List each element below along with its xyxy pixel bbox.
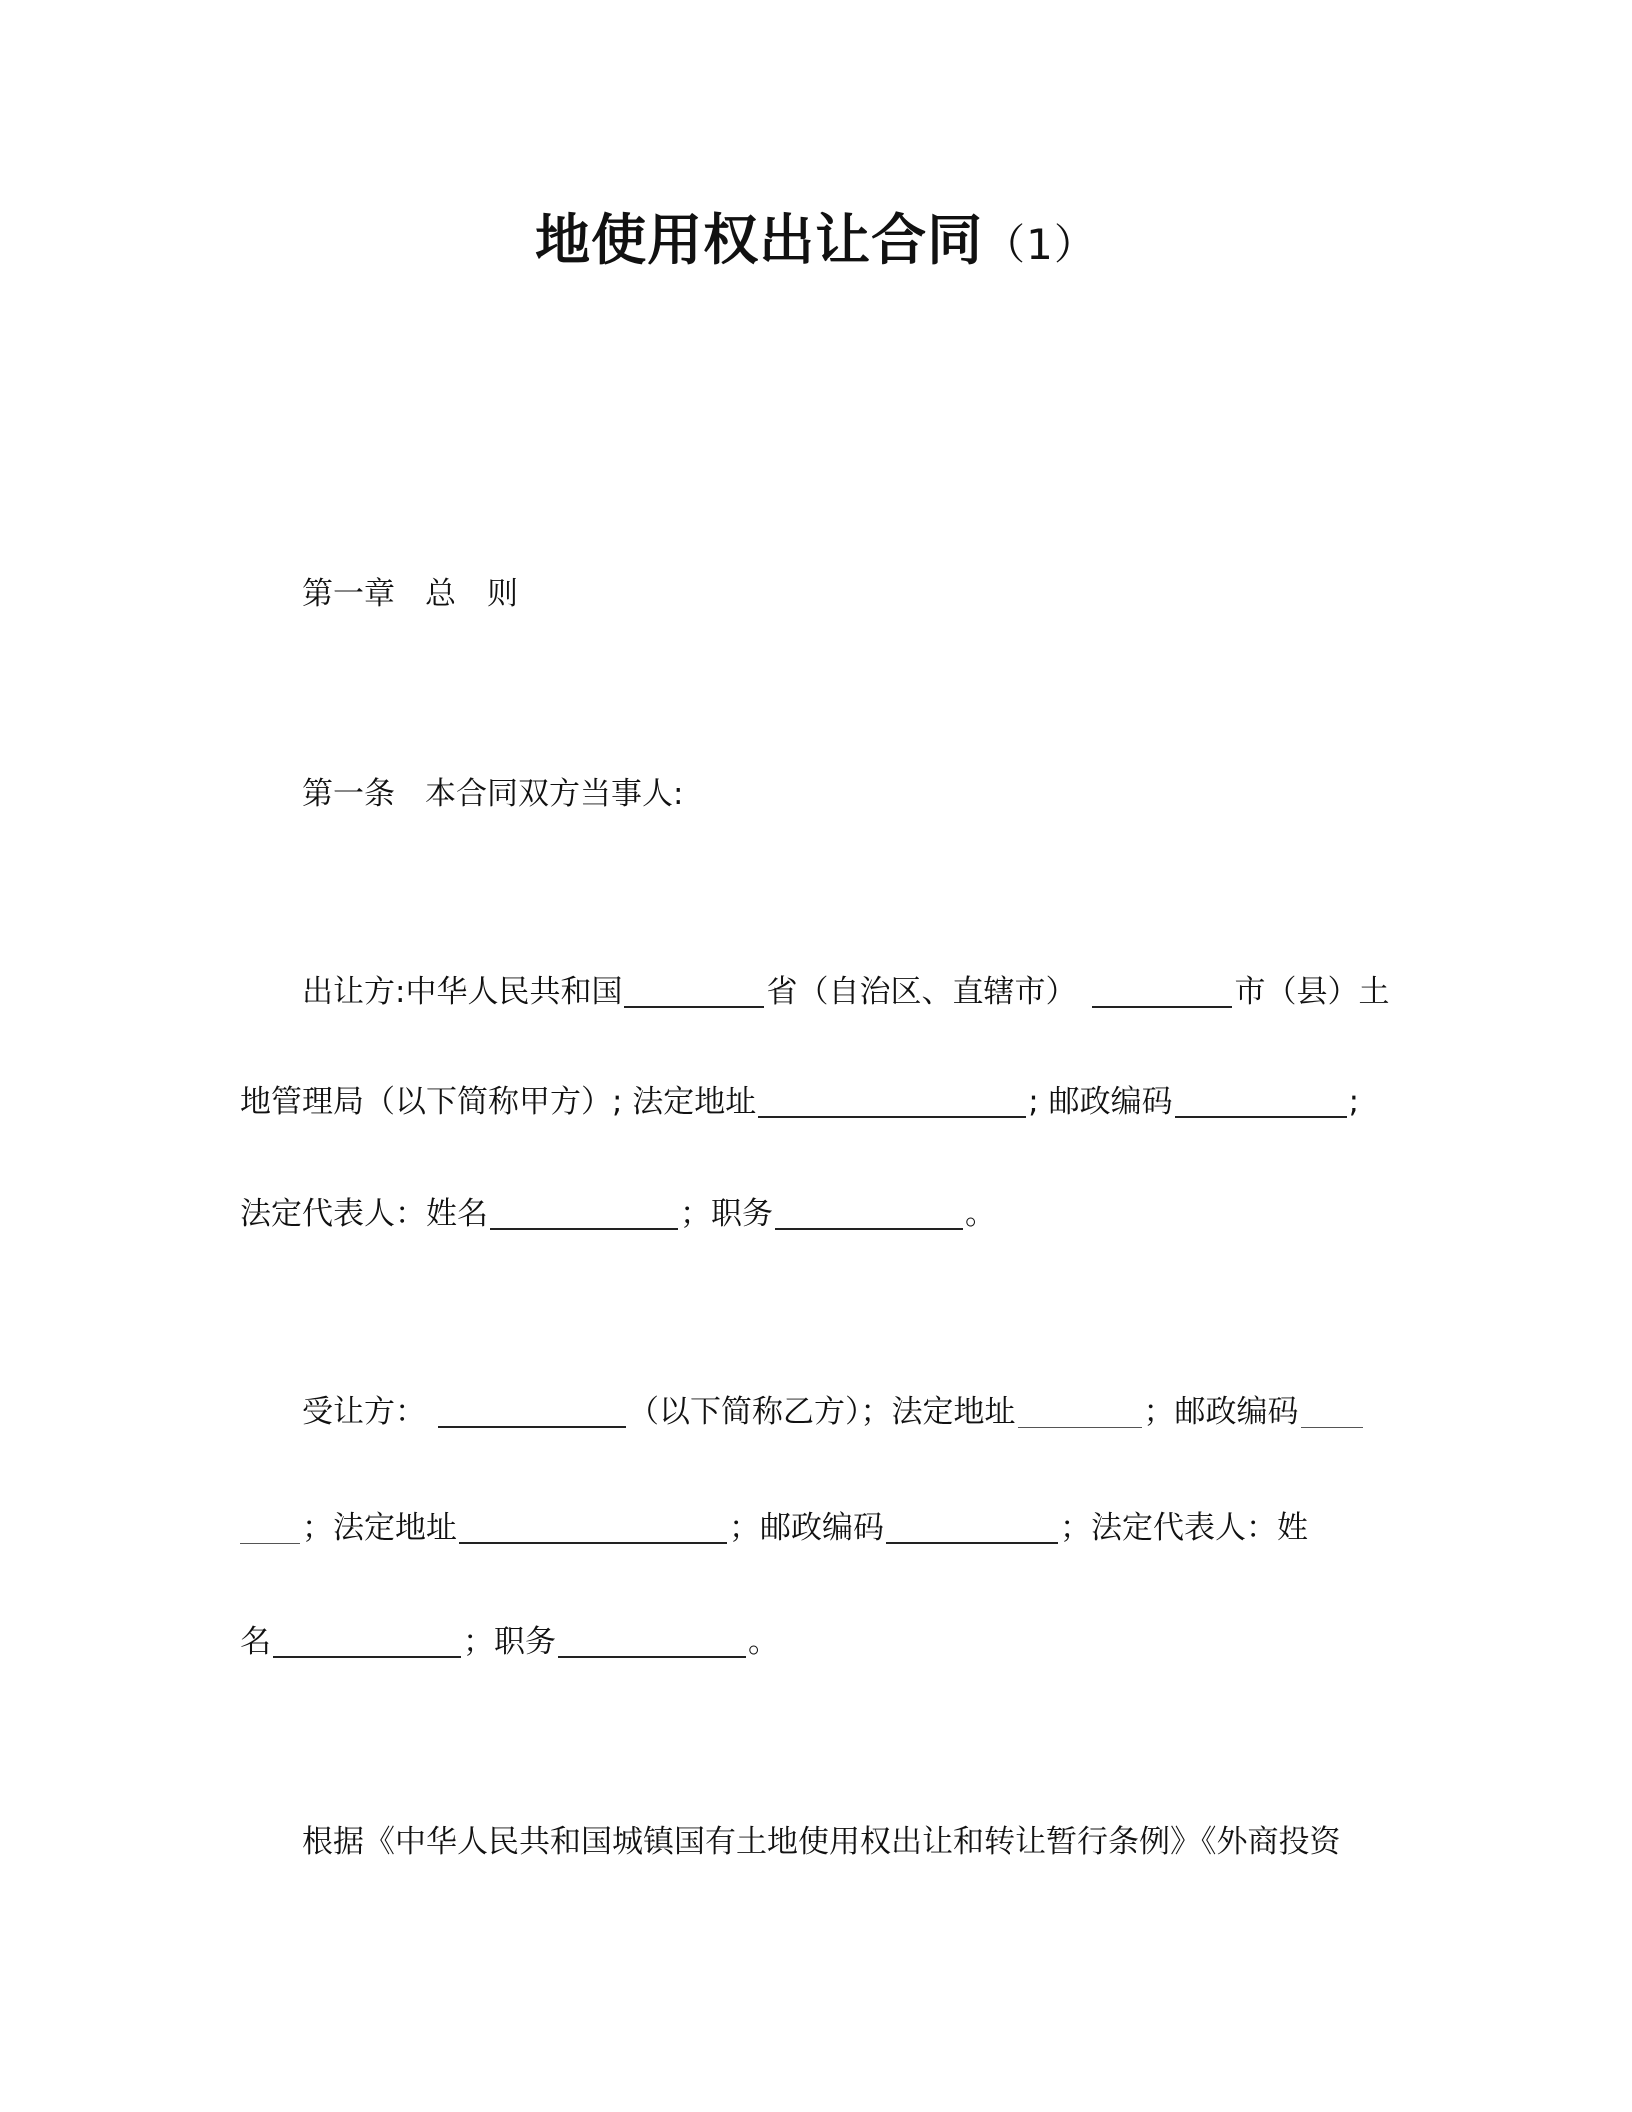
chapter-heading	[302, 568, 518, 613]
grantor-line-2-end: ;	[1348, 1084, 1360, 1120]
grantee-rep-label: ；法定代表人：姓	[1060, 1510, 1308, 1546]
grantor-address-label: 地管理局（以下简称甲方）; 法定地址	[240, 1084, 757, 1120]
grantee-line-3-end: 。	[748, 1624, 779, 1660]
province-suffix: 省（自治区、直辖市）	[766, 974, 1077, 1010]
grantee-name-blank[interactable]	[438, 1395, 626, 1428]
grantor-line-2	[240, 1076, 1359, 1121]
grantee-rep-title-label: ；职务	[463, 1624, 556, 1660]
grantee-line-3	[240, 1616, 779, 1661]
grantor-label: 出让方:中华人民共和国	[302, 974, 623, 1010]
grantee-label: 受让方：	[302, 1394, 426, 1430]
grantor-postcode-label: ; 邮政编码	[1028, 1084, 1173, 1120]
grantee-address-2-blank[interactable]	[459, 1511, 727, 1544]
grantee-line-1	[302, 1386, 1365, 1431]
grantee-address-blank[interactable]	[1018, 1396, 1142, 1428]
grantor-line-3	[240, 1188, 996, 1233]
province-blank[interactable]	[624, 975, 764, 1008]
grantee-postcode-blank[interactable]	[1301, 1396, 1363, 1428]
basis-paragraph	[302, 1816, 1341, 1861]
basis-text: 根据《中华人民共和国城镇国有土地使用权出让和转让暂行条例》《外商投资	[302, 1824, 1341, 1860]
grantee-rep-title-blank[interactable]	[558, 1625, 746, 1658]
grantee-postcode-2-label: ；邮政编码	[729, 1510, 884, 1546]
grantor-rep-title-blank[interactable]	[775, 1197, 963, 1230]
grantee-line-2	[240, 1502, 1308, 1547]
grantee-rep-name-blank[interactable]	[273, 1625, 461, 1658]
chapter-name: 总 则	[425, 576, 518, 612]
grantor-line-1	[302, 966, 1389, 1011]
grantor-rep-name-blank[interactable]	[490, 1197, 678, 1230]
title-main: 地使用权出让合同	[535, 208, 984, 272]
city-suffix: 市（县）土	[1234, 974, 1390, 1010]
grantee-address-label: （以下简称乙方）；法定地址	[628, 1394, 1016, 1430]
grantor-rep-name-label: 法定代表人：姓名	[240, 1196, 488, 1232]
grantor-postcode-blank[interactable]	[1175, 1085, 1347, 1118]
grantee-address-2-label: ；法定地址	[302, 1510, 457, 1546]
article-1-label: 第一条	[302, 776, 395, 812]
chapter-label: 第一章	[302, 576, 395, 612]
grantee-postcode-2-blank[interactable]	[886, 1511, 1058, 1544]
grantee-rep-name-label: 名	[240, 1624, 271, 1660]
title-suffix: （1）	[983, 220, 1097, 269]
city-blank[interactable]	[1092, 975, 1232, 1008]
grantee-postcode-blank-cont[interactable]	[240, 1512, 300, 1544]
grantor-line-3-end: 。	[965, 1196, 996, 1232]
article-1-text: 本合同双方当事人:	[425, 776, 684, 812]
document-title	[0, 196, 1632, 275]
article-1-heading	[302, 768, 683, 813]
grantor-rep-title-label: ；职务	[680, 1196, 773, 1232]
grantor-address-blank[interactable]	[758, 1085, 1026, 1118]
grantee-postcode-label: ；邮政编码	[1143, 1394, 1299, 1430]
